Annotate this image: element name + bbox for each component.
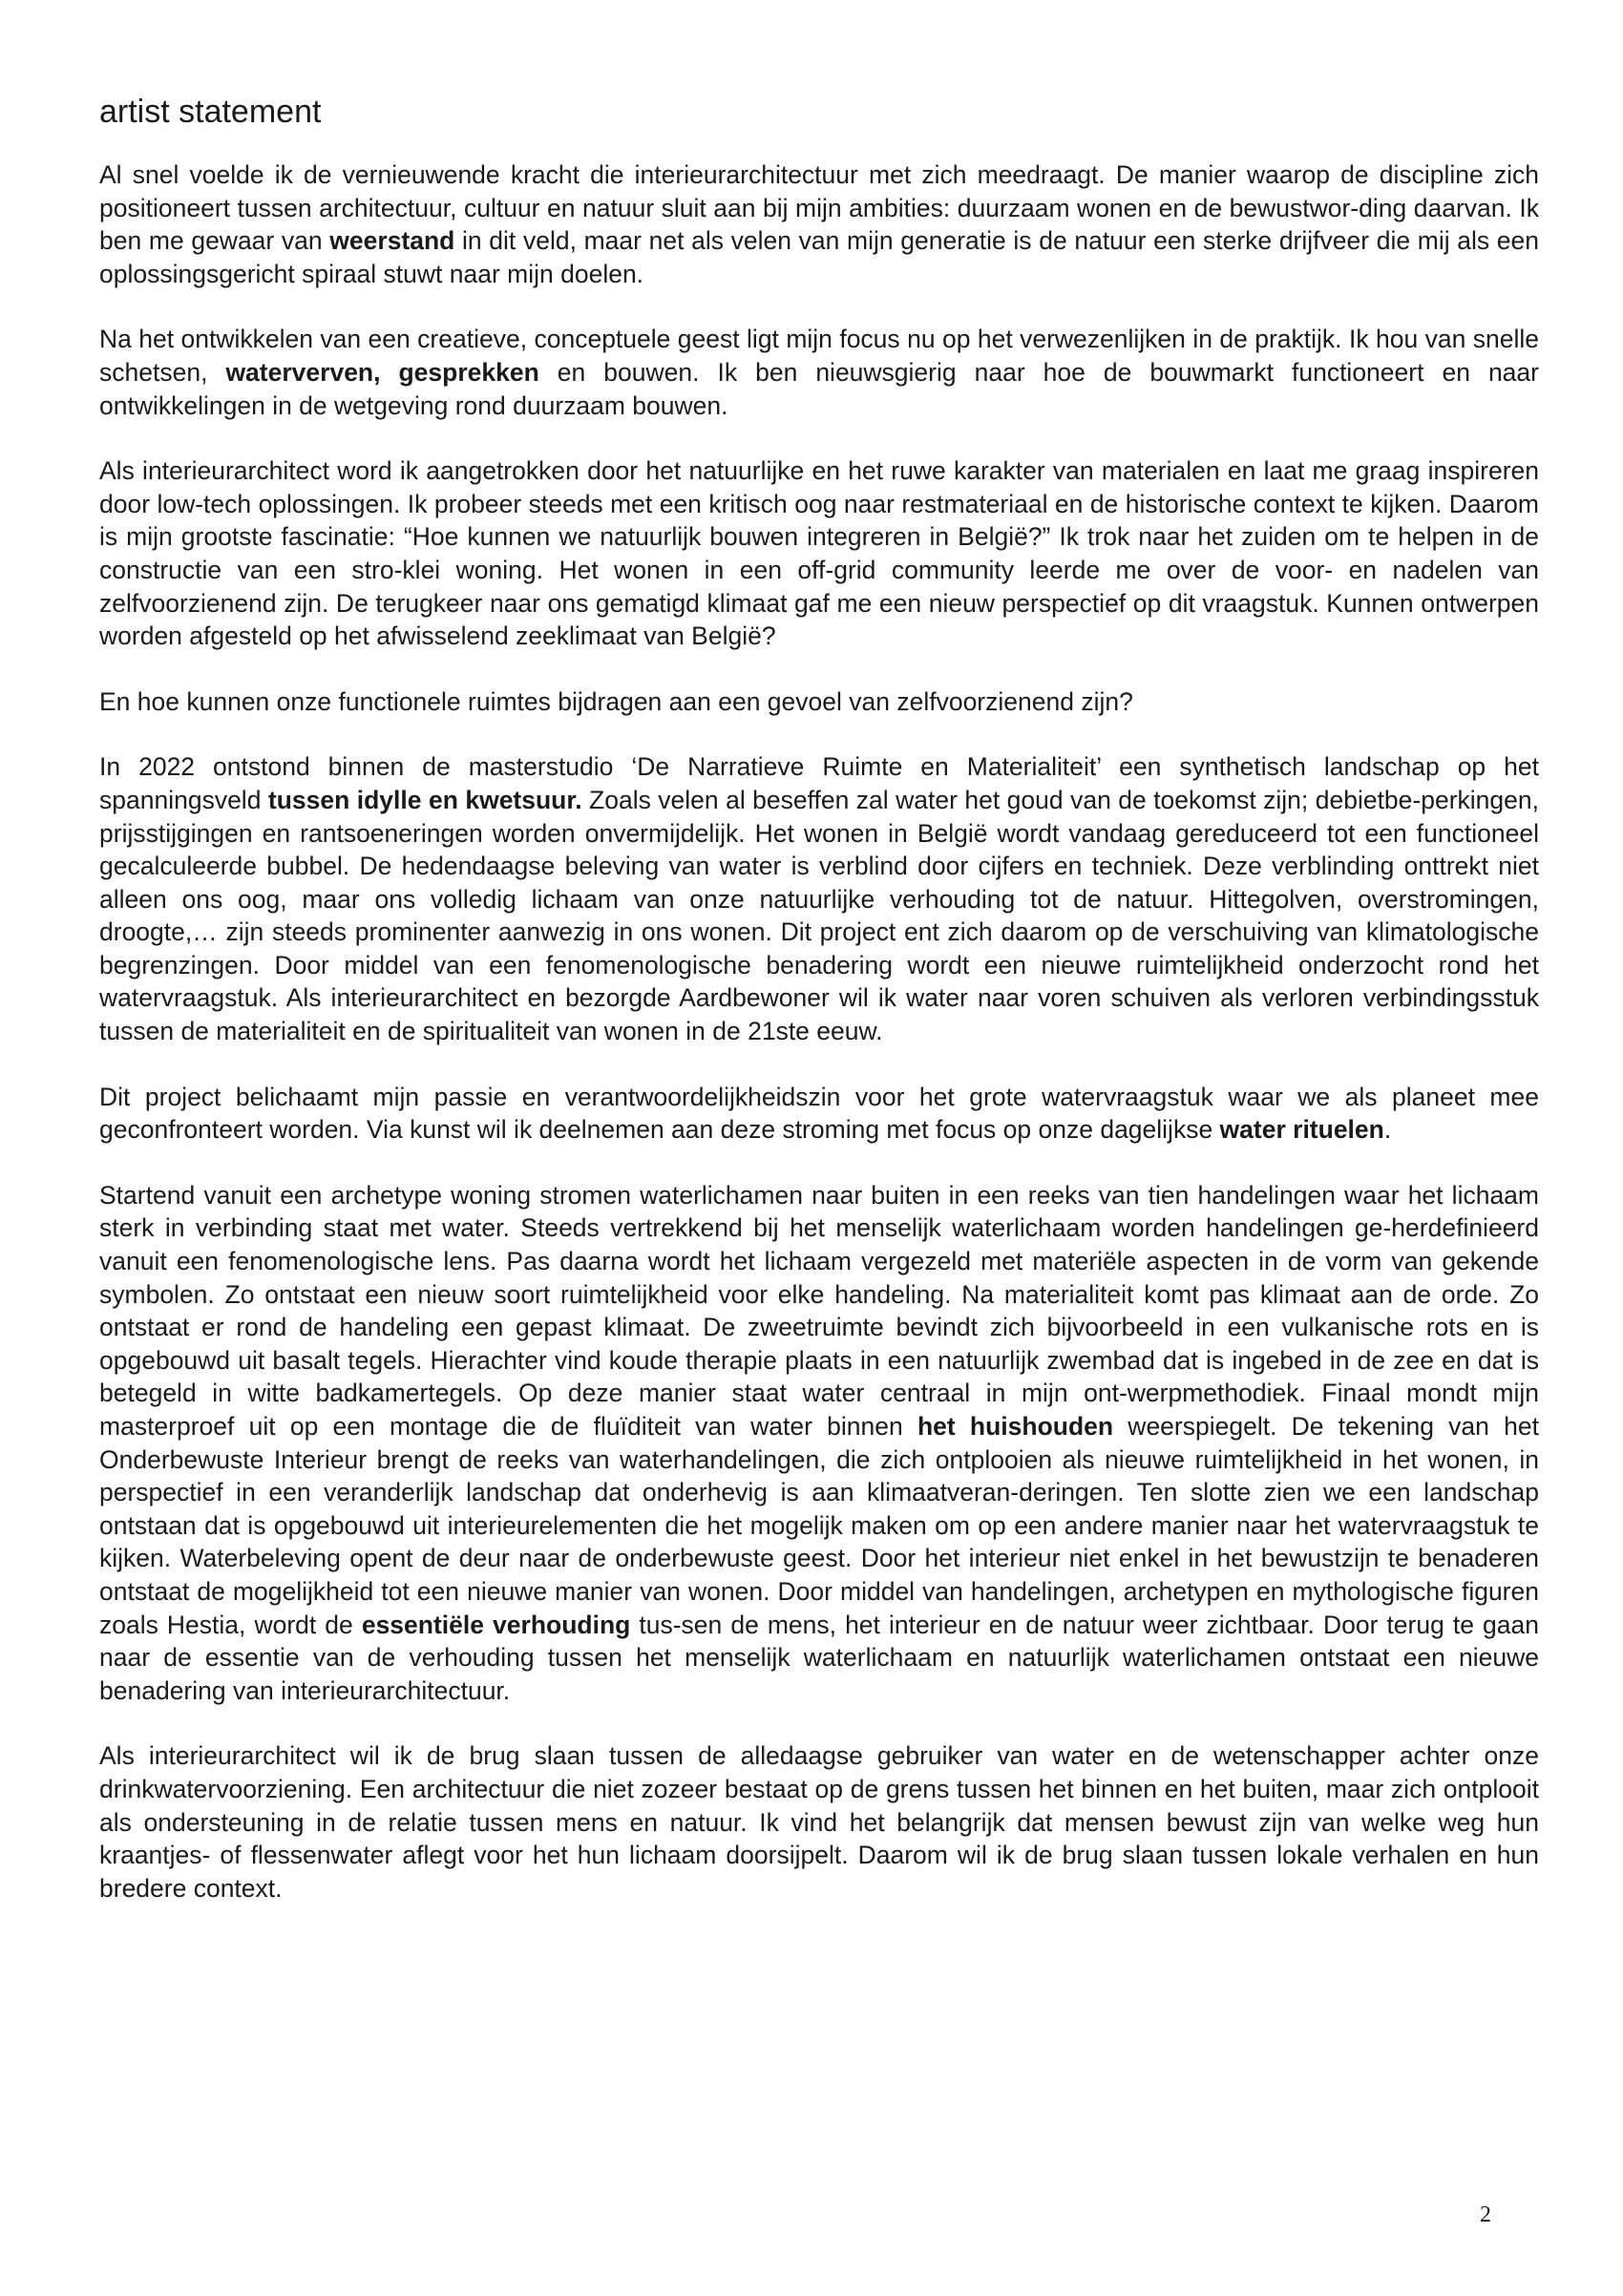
paragraph-text: Startend vanuit een archetype woning stromen waterlichamen naar buiten in een reeks van tien handelingen waar het lichaam sterk in verbinding staat met water. Steeds vertrekkend bij het menselijk waterlichaam worden handelingen ge-herdefinieerd vanuit een fenomenologische lens. Pas daarna wordt het lichaam vergezeld met materiële aspecten in de vorm van gekende symbolen. Zo ontstaat een nieuw soort ruimtelijkheid voor elke handeling. Na materialiteit komt pas klimaat aan de orde. Zo ontstaat er rond de handeling een gepast klimaat. De zweetruimte bevindt zich bijvoorbeeld in een vulkanische rots en is opgebouwd uit basalt tegels. Hierachter vind koude therapie plaats in een natuurlijk zwembad dat is ingebed in de zee en dat is betegeld in witte badkamertegels. Op deze manier staat water centraal in mijn ont-werpmethodiek. Finaal mondt mijn masterproef uit op een montage die de fluïditeit van water binnen	[99, 1180, 1539, 1441]
paragraph-text: Als interieurarchitect wil ik de brug slaan tussen de alledaagse gebruiker van water en de wetenschapper achter onze drinkwatervoorziening. Een architectuur die niet zozeer bestaat op de grens tussen het binnen en het buiten, maar zich ontplooit als ondersteuning in de relatie tussen mens en natuur. Ik vind het belangrijk dat mensen bewust zijn van welke weg hun kraantjes- of flessenwater aflegt voor het hun lichaam doorsijpelt. Daarom wil ik de brug slaan tussen lokale verhalen en hun bredere context.	[99, 1741, 1539, 1903]
body-paragraph	[99, 158, 1539, 290]
emphasis-text: het huishouden	[917, 1412, 1114, 1441]
paragraph-text: En hoe kunnen onze functionele ruimtes bijdragen aan een gevoel van zelfvoorzienend zijn?	[99, 686, 1133, 716]
paragraph-text: en bouwen. Ik ben nieuwsgierig naar hoe de bouwmarkt functioneert en naar ontwikkelingen in de wetgeving rond duurzaam bouwen.	[99, 357, 1539, 420]
body-paragraph	[99, 750, 1539, 1047]
paragraph-text: weerspiegelt. De tekening van het Onderbewuste Interieur brengt de reeks van waterhandelingen, die zich ontplooien als nieuwe ruimtelijkheid in het wonen, in perspectief in een veranderlijk landschap dat onderhevig is aan klimaatveran-deringen. Ten slotte zien we een landschap ontstaan dat is opgebouwd uit interieurelementen die het mogelijk maken om op een andere manier naar het watervraagstuk te kijken. Waterbeleving opent de deur naar de onderbewuste geest. Door het interieur niet enkel in het bewustzijn te benaderen ontstaat de mogelijkheid tot een nieuwe manier van wonen. Door middel van handelingen, archetypen en mythologische figuren zoals Hestia, wordt de	[99, 1412, 1539, 1639]
paragraph-text: Dit project belichaamt mijn passie en verantwoordelijkheidszin voor het grote watervraagstuk waar we als planeet mee geconfronteert worden. Via kunst wil ik deelnemen aan deze stroming met focus op onze dagelijkse	[99, 1082, 1539, 1145]
paragraph-text: Als interieurarchitect word ik aangetrokken door het natuurlijke en het ruwe karakter van materialen en laat me graag inspireren door low-tech oplossingen. Ik probeer steeds met een kritisch oog naar restmateriaal en de historische context te kijken. Daarom is mijn grootste fascinatie: “Hoe kunnen we natuurlijk bouwen integreren in België?” Ik trok naar het zuiden om te helpen in de constructie van een stro-klei woning. Het wonen in een off-grid community leerde me over de voor- en nadelen van zelfvoorzienend zijn. De terugkeer naar ons gematigd klimaat gaf me een nieuw perspectief op dit vraagstuk. Kunnen ontwerpen worden afgesteld op het afwisselend zeeklimaat van België?	[99, 456, 1539, 651]
body-paragraph	[99, 323, 1539, 422]
paragraph-text: Na het ontwikkelen van een creatieve, conceptuele geest ligt mijn focus nu op het verwezenlijken in de praktijk. Ik hou van snelle schetsen,	[99, 325, 1539, 387]
document-page	[99, 92, 1539, 1937]
paragraph-text: .	[1383, 1115, 1392, 1145]
document-title: artist statement	[99, 94, 322, 130]
paragraph-text: tus-sen de mens, het interieur en de natuur weer zichtbaar. Door terug te gaan naar de essentie van de verhouding tussen het menselijk waterlichaam en natuurlijk waterlichamen ontstaat een nieuwe benadering van interieurarchitectuur.	[99, 1610, 1539, 1705]
body-paragraph	[99, 685, 1539, 719]
document-body	[99, 158, 1539, 1905]
body-paragraph	[99, 1081, 1539, 1147]
body-paragraph	[99, 1179, 1539, 1708]
paragraph-text: Al snel voelde ik de vernieuwende kracht die interieurarchitectuur met zich meedraagt. De manier waarop de discipline zich positioneert tussen architectuur, cultuur en natuur sluit aan bij mijn ambities: duurzaam wonen en de bewustwor-ding daarvan. Ik ben me gewaar van	[99, 160, 1539, 256]
emphasis-text: weerstand	[329, 226, 455, 256]
page-number: 2	[1480, 2202, 1491, 2227]
paragraph-text: In 2022 ontstond binnen de masterstudio ‘De Narratieve Ruimte en Materialiteit’ een synthetisch landschap op het spanningsveld	[99, 752, 1539, 814]
emphasis-text: waterverven, gesprekken	[225, 357, 539, 387]
emphasis-text: essentiële verhouding	[361, 1610, 631, 1639]
body-paragraph	[99, 454, 1539, 653]
emphasis-text: water rituelen	[1219, 1115, 1384, 1145]
paragraph-text: Zoals velen al beseffen zal water het goud van de toekomst zijn; debietbe-perkingen, prijsstijgingen en rantsoeneringen worden onvermijdelijk. Het wonen in België wordt vandaag gereduceerd tot een functioneel gecalculeerde bubbel. De hedendaagse beleving van water is verblind door cijfers en techniek. Deze verblinding onttrekt niet alleen ons oog, maar ons volledig lichaam van onze natuurlijke verhouding tot de natuur. Hittegolven, overstromingen, droogte,… zijn steeds prominenter aanwezig in ons wonen. Dit project ent zich daarom op de verschuiving van klimatologische begrenzingen. Door middel van een fenomenologische benadering wordt een nieuwe ruimtelijkheid onderzocht rond het watervraagstuk. Als interieurarchitect en bezorgde Aardbewoner wil ik water naar voren schuiven als verloren verbindingsstuk tussen de materialiteit en de spiritualiteit van wonen in de 21ste eeuw.	[99, 785, 1539, 1046]
body-paragraph	[99, 1739, 1539, 1905]
emphasis-text: tussen idylle en kwetsuur.	[267, 785, 582, 814]
paragraph-text: in dit veld, maar net als velen van mijn generatie is de natuur een sterke drijfveer die mij als een oplossingsgericht spiraal stuwt naar mijn doelen.	[99, 226, 1539, 288]
